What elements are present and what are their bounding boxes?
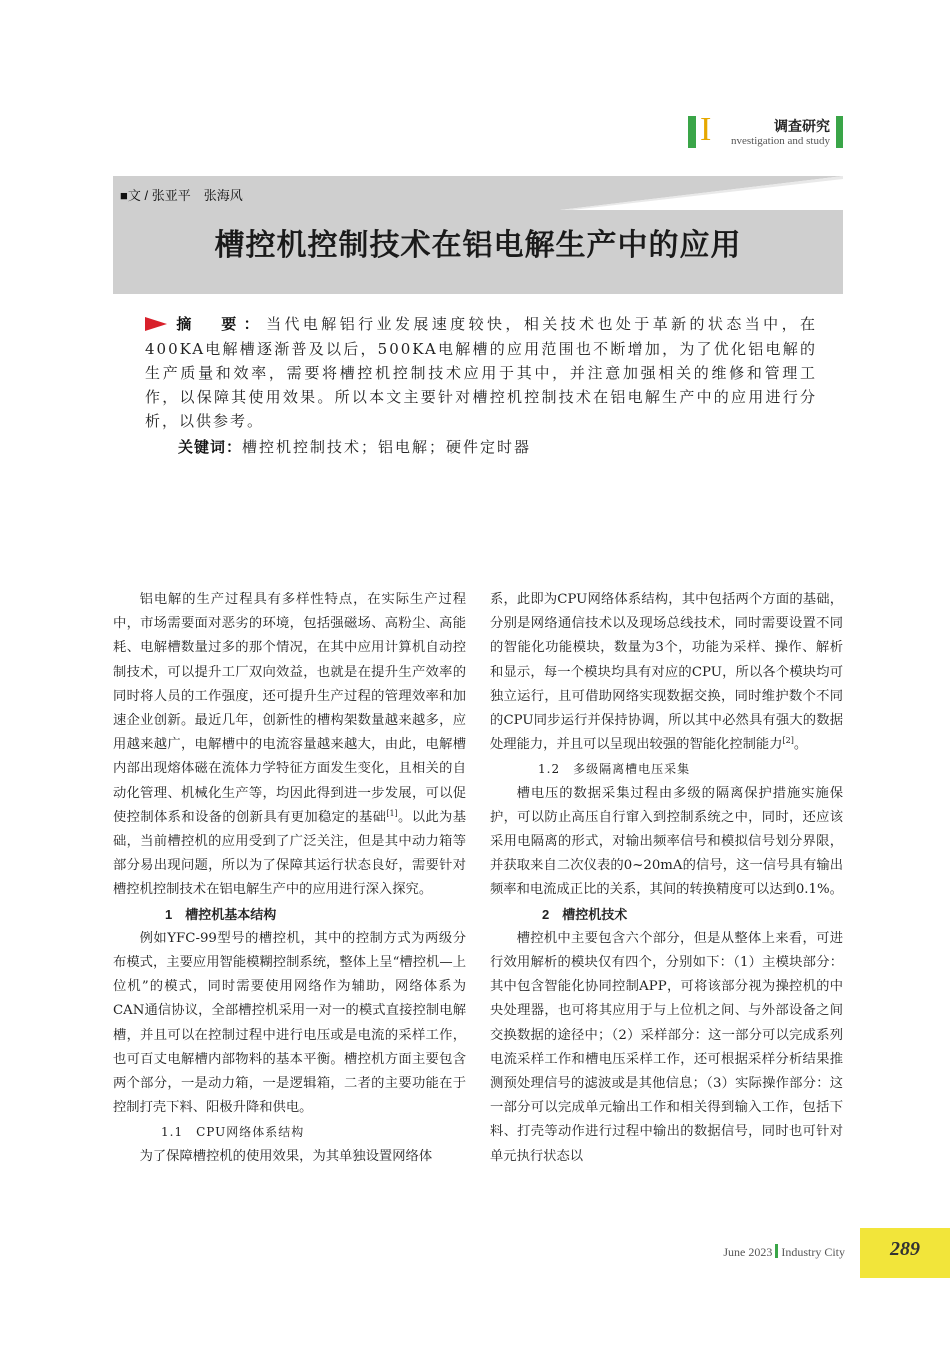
paragraph-1-1-cont: [490, 588, 843, 757]
paragraph-1-1-end: 。: [793, 737, 808, 753]
heading-1: 1 槽控机基本结构: [165, 906, 277, 922]
paragraph-1-1-text: 系，此即为CPU网络体系结构，其中包括两个方面的基础，分别是网络通信技术以及现场总线技术，同时需要设置不同的智能化功能模块，数量为3个，功能为采样、操作、解析和显示，每一个模块均具有对应的CPU，所以各个模块均可独立运行，且可借助网络实现数据交换，同时维护数个不同的CPU同步运行并保持协调，所以其中必然具有强大的数据处理能力，并且可以呈现出较强的智能化控制能力: [490, 592, 843, 753]
keywords-text: 槽控机控制技术；铝电解；硬件定时器: [242, 438, 532, 456]
footer-date: June 2023: [723, 1245, 773, 1259]
footer-info: [660, 1244, 845, 1260]
article-title: 槽控机控制技术在铝电解生产中的应用: [214, 228, 742, 263]
keywords-label: 关键词：: [178, 439, 243, 456]
footer-separator: [775, 1244, 778, 1258]
intro-paragraph: [113, 588, 466, 903]
paragraph-2: 槽控机中主要包含六个部分，但是从整体上来看，可进行效用解析的模块仅有四个，分别如下：（1）主模块部分：其中包含智能化协同控制APP，可将该部分视为操控机的中央处理器，也可将其应用于与上位机之间、与外部设备之间交换数据的途径中；（2）采样部分：这一部分可以完成系列电流采样工作和槽电压采样工作，还可根据采样分析结果推测预处理信号的滤波或是其他信息；（3）实际操作部分：这一部分可以完成单元输出工作和相关得到输入工作，包括下料、打壳等动作进行过程中输出的数据信号，同时也可针对单元执行状态以: [490, 930, 843, 1164]
intro-text-a: 铝电解的生产过程具有多样性特点，在实际生产过程中，市场需要面对恶劣的环境，包括强磁场、高粉尘、高能耗、电解槽数量过多的那个情况，在其中应用计算机自动控制技术，可以提升工厂双向效益，也就是在提升生产效率的同时将人员的工作强度，还可提升生产过程的管理效率和加速企业创新。最近几年，创新性的槽构架数量越来越多，应用越来越广，电解槽中的电流容量越来越大，由此，电解槽内部出现熔体磁在流体力学特征方面发生变化，且相关的自动化管理、机械化生产等，均因此得到进一步发展，可以促使控制体系和设备的创新具有更加稳定的基础: [113, 592, 466, 825]
paragraph-1-2: 槽电压的数据采集过程由多级的隔离保护措施实施保护，可以防止高压自行窜入到控制系统之中，同时，还应该采用电隔离的形式，对输出频率信号和模拟信号划分界限，并获取来自二次仪表的0~20mA的信号，这一信号具有输出频率和电流成正比的关系，其间的转换精度可以达到0.1%。: [490, 785, 843, 898]
heading-1-1: 1.1 CPU网络体系结构: [161, 1125, 305, 1140]
page-number: 289: [890, 1238, 920, 1260]
abstract-text: 当代电解铝行业发展速度较快，相关技术也处于革新的状态当中，在400KA电解槽逐渐普及以后，500KA电解槽的应用范围也不断增加，为了优化铝电解的生产质量和效率，需要将槽控机控制技术应用于其中，并注意加强相关的维修和管理工作，以保障其使用效果。所以本文主要针对槽控机控制技术在铝电解生产中的应用进行分析，以供参考。: [145, 315, 817, 430]
arrow-icon: [145, 317, 167, 331]
citation-2: [2]: [782, 736, 794, 746]
section-tag-letter: I: [700, 111, 712, 148]
intro-text-b: 。以此为基础，当前槽控机的应用受到了广泛关注，但是其中动力箱等部分易出现问题，所以为了保障其运行状态良好，需要针对槽控机控制技术在铝电解生产中的应用进行深入探究。: [113, 809, 467, 898]
heading-1-2: 1.2 多级隔离槽电压采集: [538, 762, 691, 777]
tag-bar-left: [688, 116, 696, 148]
abstract: [145, 312, 817, 433]
paragraph-1: 例如YFC-99型号的槽控机，其中的控制方式为两级分布模式，主要应用智能模糊控制系统，整体上呈“槽控机—上位机”的模式，同时需要使用网络作为辅助，网络体系为CAN通信协议，全部槽控机采用一对一的模式直接控制电解槽，并且可以在控制过程中进行电压或是电流的采样工作，也可百丈电解槽内部物料的基本平衡。槽控机方面主要包含两个部分，一是动力箱，一是逻辑箱，二者的主要功能在于控制打壳下料、阳极升降和供电。: [113, 930, 466, 1116]
section-tag-subtitle: nvestigation and study: [731, 135, 830, 147]
abstract-label: 摘 要：: [175, 316, 267, 333]
footer-journal: Industry City: [781, 1245, 845, 1259]
citation-1: [1]: [386, 808, 398, 818]
tag-bar-right: [836, 116, 843, 148]
body-column-right: [490, 588, 843, 1169]
body-column-left: [113, 588, 466, 1169]
banner-wedge-decoration: [560, 176, 843, 210]
keywords: [178, 436, 531, 457]
heading-2: 2 槽控机技术: [542, 906, 628, 922]
section-tag-title: 调查研究: [774, 118, 830, 134]
authors: ■文 / 张亚平 张海风: [120, 188, 243, 203]
paragraph-1-1-start: 为了保障槽控机的使用效果，为其单独设置网络体: [139, 1148, 433, 1164]
